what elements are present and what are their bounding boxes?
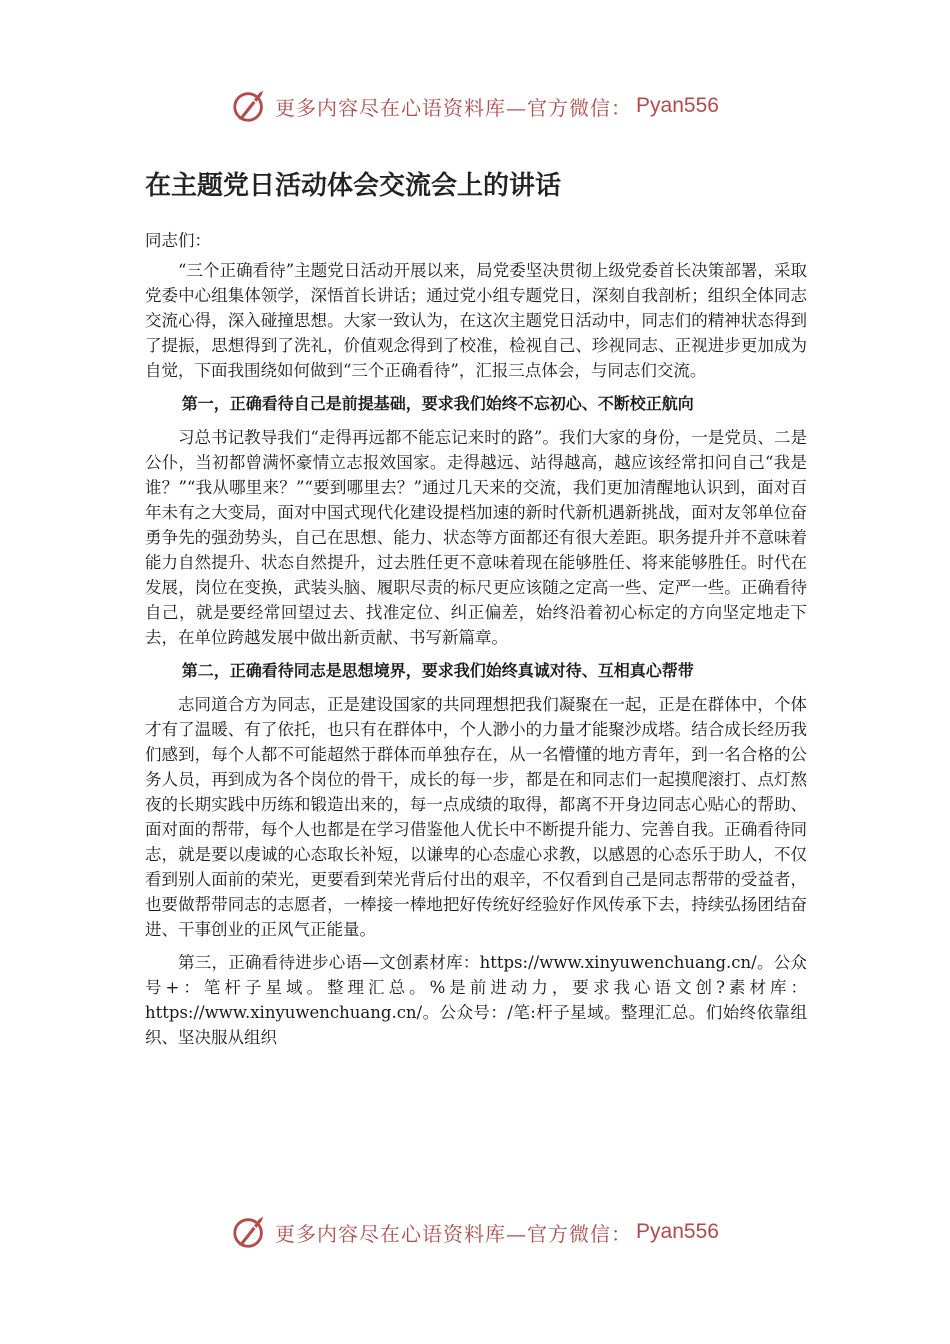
section-paragraph-1: 习总书记教导我们“走得再远都不能忘记来时的路”。我们大家的身份，一是党员、二是公仆，当初都曾满怀豪情立志报效国家。走得越远、站得越高，越应该经常扣问自己“我是谁？”“我从哪里来？”“要到哪里去？”通过几天来的交流，我们更加清醒地认识到，面对百年未有之大变局，面对中国式现代化建设提档加速的新时代新机遇新挑战，面对友邻单位奋勇争先的强劲势头，自己在思想、能力、状态等方面都还有很大差距。职务提升并不意味着能力自然提升、状态自然提升，过去胜任更不意味着现在能够胜任、将来能够胜任。时代在发展，岗位在变换，武装头脑、履职尽责的标尺更应该随之定高一些、定严一些。正确看待自己，就是要经常回望过去、找准定位、纠正偏差，始终沿着初心标定的方向坚定地走下去，在单位跨越发展中做出新贡献、书写新篇章。: [145, 427, 807, 647]
watermark-wechat-id: Pyan556: [636, 1220, 719, 1243]
watermark-footer: [0, 1208, 950, 1256]
quill-logo-icon: [231, 1213, 269, 1251]
watermark-header: [0, 82, 950, 130]
watermark-wechat-id: Pyan556: [636, 94, 719, 117]
section-heading-1: 第一，正确看待自己是前提基础，要求我们始终不忘初心、不断校正航向: [181, 393, 694, 413]
section-paragraph-2: 志同道合方为同志，正是建设国家的共同理想把我们凝聚在一起，正是在群体中，个体才有了温暖、有了依托，也只有在群体中，个人渺小的力量才能聚沙成塔。结合成长经历我们感到，每个人都不可能超然于群体而单独存在，从一名懵懂的地方青年，到一名合格的公务人员，再到成为各个岗位的骨干，成长的每一步，都是在和同志们一起摸爬滚打、点灯熬夜的长期实践中历练和锻造出来的，每一点成绩的取得，都离不开身边同志心贴心的帮助、面对面的帮带，每个人也都是在学习借鉴他人优长中不断提升能力、完善自我。正确看待同志，就是要以虔诚的心态取长补短，以谦卑的心态虚心求教，以感恩的心态乐于助人，不仅看到别人面前的荣光，更要看到荣光背后付出的艰辛，不仅看到自己是同志帮带的受益者，也要做帮带同志的志愿者，一棒接一棒地把好传统好经验好作风传承下去，持续弘扬团结奋进、干事创业的正风气正能量。: [145, 694, 807, 939]
watermark-text: 更多内容尽在心语资料库—官方微信：: [275, 95, 633, 120]
watermark-text: 更多内容尽在心语资料库—官方微信：: [275, 1221, 633, 1246]
document-title: 在主题党日活动体会交流会上的讲话: [145, 171, 562, 201]
quill-logo-icon: [231, 87, 269, 125]
salutation: 同志们：: [145, 230, 211, 250]
section-paragraph-3: 第三，正确看待进步心语—文创素材库：https://www.xinyuwenchuang.cn/。公众号+：笔杆子星域。整理汇总。%是前进动力，要求我心语文创?素材库：https://www.xinyuwenchuang.cn/。公众号：/笔:杆子星域。整理汇总。们始终依靠组织、坚决服从组织: [145, 952, 807, 1047]
document-body: [145, 170, 807, 1058]
intro-paragraph: “三个正确看待”主题党日活动开展以来，局党委坚决贯彻上级党委首长决策部署，采取党委中心组集体领学，深悟首长讲话；通过党小组专题党日，深刻自我剖析；组织全体同志交流心得，深入碰撞思想。大家一致认为，在这次主题党日活动中，同志们的精神状态得到了提振，思想得到了洗礼，价值观念得到了校准，检视自己、珍视同志、正视进步更加成为自觉，下面我围绕如何做到“三个正确看待”，汇报三点体会，与同志们交流。: [145, 260, 807, 380]
section-heading-2: 第二，正确看待同志是思想境界，要求我们始终真诚对待、互相真心帮带: [181, 660, 694, 680]
